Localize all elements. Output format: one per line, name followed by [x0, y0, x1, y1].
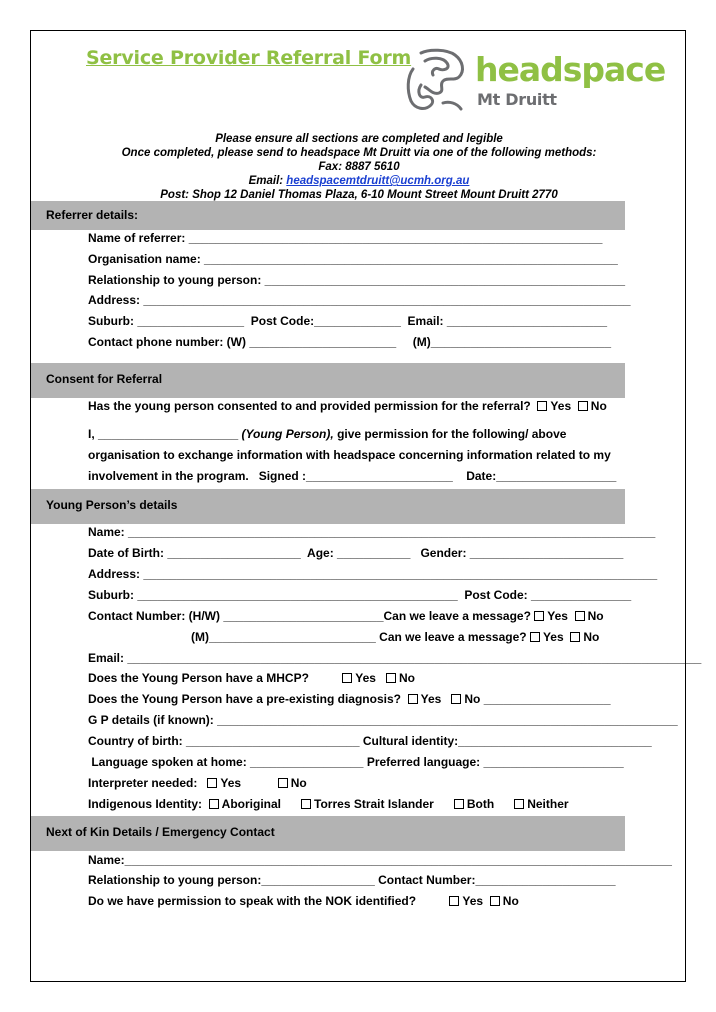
consent-person-field[interactable]: I, _____________________ — [88, 427, 242, 441]
yp-m-message-yes-checkbox[interactable] — [530, 632, 540, 642]
intro-post: Post: Shop 12 Daniel Thomas Plaza, 6-10 Mount Street Mount Druitt 2770 — [160, 189, 558, 201]
yp-email-field[interactable]: Email: ______________________________________________________________________________________ — [88, 651, 702, 665]
consent-yes-checkbox[interactable] — [537, 401, 547, 411]
consent-signature-row[interactable]: involvement in the program. Signed :______________________ Date:__________________ — [88, 469, 617, 483]
yp-hw-no-label: No — [587, 609, 604, 623]
consent-question: Has the young person consented to and provided permission for the referral? — [88, 399, 531, 413]
yp-interpreter-yes-label: Yes — [220, 776, 242, 790]
yp-diagnosis-no-label: No — [464, 692, 481, 706]
referrer-relationship-field[interactable]: Relationship to young person: ______________________________________________________ — [88, 273, 626, 287]
nok-name-field[interactable]: Name:__________________________________________________________________________________ — [88, 853, 672, 867]
yp-m-no-label: No — [583, 630, 600, 644]
yp-neither-label: Neither — [527, 797, 569, 811]
nok-yes-checkbox[interactable] — [449, 896, 459, 906]
yp-diagnosis-row — [88, 692, 611, 706]
consent-yes-label: Yes — [550, 399, 572, 413]
consent-young-person-note: (Young Person), — [241, 427, 334, 441]
intro-email-link[interactable]: headspacemtdruitt@ucmh.org.au — [286, 175, 470, 187]
yp-hw-yes-label: Yes — [547, 609, 568, 623]
headspace-head-icon — [403, 47, 469, 113]
yp-address-field[interactable]: Address: _____________________________________________________________________________ — [88, 567, 658, 581]
nok-yes-label: Yes — [462, 894, 484, 908]
headspace-logo — [403, 47, 666, 113]
logo-brand-text: headspace — [475, 50, 666, 89]
yp-mhcp-yes-label: Yes — [355, 671, 376, 685]
yp-language-row[interactable]: Language spoken at home: _________________ Preferred language: _____________________ — [88, 755, 624, 769]
yp-m-phone-field[interactable]: (M)_________________________ Can we leave a message? — [191, 630, 527, 644]
form-title: Service Provider Referral Form — [86, 47, 412, 69]
yp-hw-message-yes-checkbox[interactable] — [534, 611, 544, 621]
intro-line-1: Please ensure all sections are completed and legible — [215, 133, 503, 145]
yp-indigenous-label: Indigenous Identity: — [88, 797, 202, 811]
yp-indigenous-row — [88, 797, 569, 811]
yp-mhcp-yes-checkbox[interactable] — [342, 673, 352, 683]
section-referrer-header: Referrer details: — [31, 201, 625, 230]
nok-no-checkbox[interactable] — [490, 896, 500, 906]
yp-tsi-label: Torres Strait Islander — [314, 797, 434, 811]
form-page — [30, 30, 702, 982]
section-nok-header: Next of Kin Details / Emergency Contact — [31, 816, 625, 851]
nok-permission-question: Do we have permission to speak with the NOK identified? — [88, 894, 417, 908]
yp-aboriginal-checkbox[interactable] — [209, 799, 219, 809]
yp-dob-row[interactable]: Date of Birth: ____________________ Age: ___________ Gender: _______________________ — [88, 546, 624, 560]
intro-fax: Fax: 8887 5610 — [318, 161, 400, 173]
consent-paragraph-1 — [88, 427, 566, 441]
yp-interpreter-no-checkbox[interactable] — [278, 778, 288, 788]
referrer-phone-row[interactable]: Contact phone number: (W) ______________________ (M)___________________________ — [88, 335, 611, 349]
yp-interpreter-yes-checkbox[interactable] — [207, 778, 217, 788]
nok-no-label: No — [502, 894, 519, 908]
yp-neither-checkbox[interactable] — [514, 799, 524, 809]
yp-interpreter-no-label: No — [290, 776, 307, 790]
referrer-suburb-row[interactable]: Suburb: ________________ Post Code:_____________ Email: ________________________ — [88, 314, 608, 328]
referrer-name-field[interactable]: Name of referrer: ______________________________________________________________ — [88, 231, 603, 245]
consent-para-end: give permission for the following/ above — [333, 427, 567, 441]
intro-line-2: Once completed, please send to headspace Mt Druitt via one of the following methods: — [121, 147, 597, 159]
yp-both-checkbox[interactable] — [454, 799, 464, 809]
section-young-person-header: Young Person’s details — [31, 489, 625, 524]
referrer-org-field[interactable]: Organisation name: ______________________________________________________________ — [88, 252, 618, 266]
nok-relationship-row[interactable]: Relationship to young person:_________________ Contact Number:_____________________ — [88, 873, 616, 887]
yp-diagnosis-detail-field[interactable]: ___________________ — [483, 692, 611, 706]
yp-country-row[interactable]: Country of birth: __________________________ Cultural identity:_____________________________ — [88, 734, 652, 748]
yp-mhcp-question: Does the Young Person have a MHCP? — [88, 671, 309, 685]
yp-diagnosis-question: Does the Young Person have a pre-existing diagnosis? — [88, 692, 401, 706]
section-consent-header: Consent for Referral — [31, 363, 625, 398]
yp-mhcp-no-checkbox[interactable] — [386, 673, 396, 683]
intro-email-label: Email: — [248, 175, 287, 187]
yp-interpreter-row — [88, 776, 307, 790]
yp-aboriginal-label: Aboriginal — [221, 797, 282, 811]
consent-no-checkbox[interactable] — [578, 401, 588, 411]
consent-question-row — [88, 399, 607, 413]
intro-email-line — [31, 174, 687, 188]
yp-name-field[interactable]: Name: _______________________________________________________________________________ — [88, 525, 656, 539]
yp-mhcp-no-label: No — [399, 671, 415, 685]
yp-both-label: Both — [466, 797, 495, 811]
yp-interpreter-label: Interpreter needed: — [88, 776, 198, 790]
yp-m-phone-row — [191, 630, 599, 644]
yp-diagnosis-yes-checkbox[interactable] — [408, 694, 418, 704]
yp-tsi-checkbox[interactable] — [301, 799, 311, 809]
logo-location-text: Mt Druitt — [477, 90, 557, 109]
yp-hw-phone-row — [88, 609, 604, 623]
consent-paragraph-2: organisation to exchange information with headspace concerning information related to my — [88, 448, 611, 462]
yp-diagnosis-no-checkbox[interactable] — [451, 694, 461, 704]
yp-diagnosis-yes-label: Yes — [420, 692, 442, 706]
yp-hw-phone-field[interactable]: Contact Number: (H/W) ________________________Can we leave a message? — [88, 609, 531, 623]
yp-mhcp-row — [88, 671, 415, 685]
referrer-address-field[interactable]: Address: _________________________________________________________________________ — [88, 293, 631, 307]
yp-m-message-no-checkbox[interactable] — [570, 632, 580, 642]
consent-no-label: No — [590, 399, 607, 413]
yp-hw-message-no-checkbox[interactable] — [575, 611, 585, 621]
intro-instructions — [31, 132, 687, 202]
yp-gp-field[interactable]: G P details (if known): _____________________________________________________________________ — [88, 713, 678, 727]
yp-m-yes-label: Yes — [542, 630, 564, 644]
yp-suburb-row[interactable]: Suburb: ________________________________________________ Post Code: _______________ — [88, 588, 632, 602]
nok-permission-row — [88, 894, 519, 908]
